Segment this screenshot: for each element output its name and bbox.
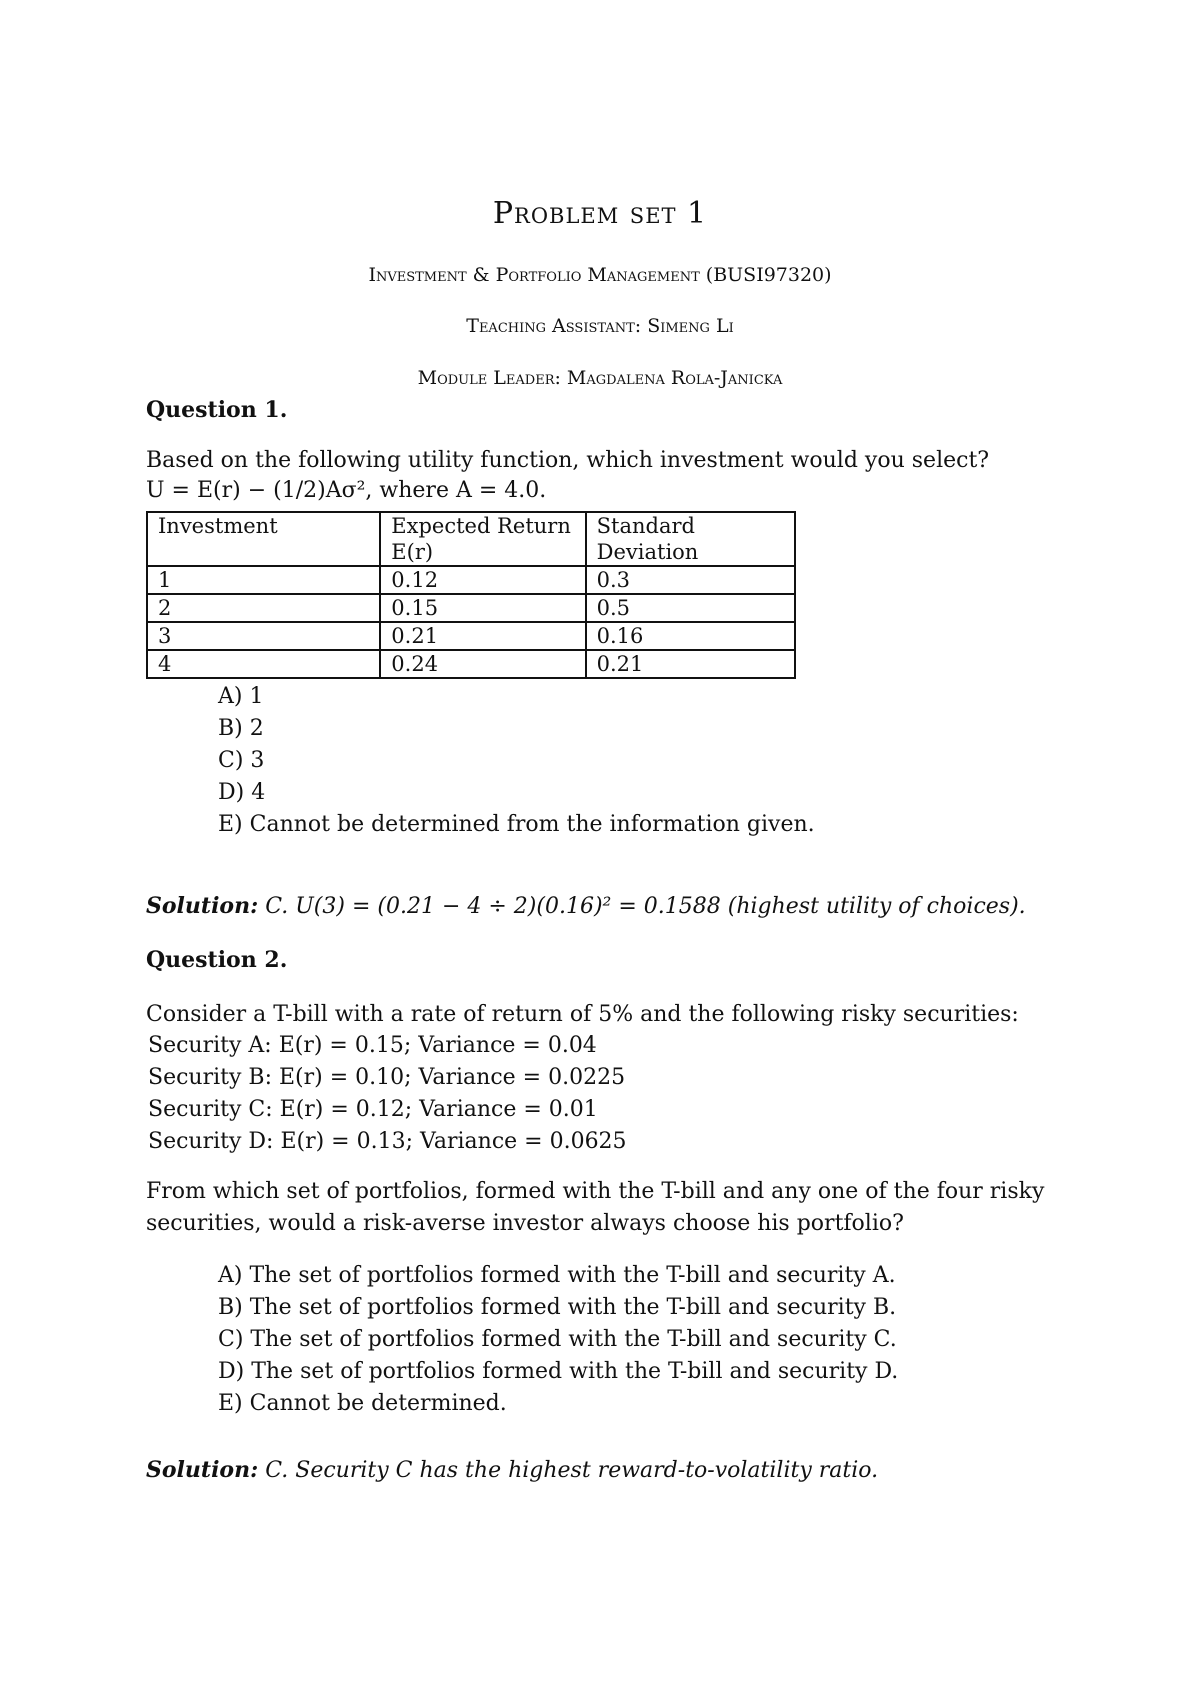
- table-cell: 3: [147, 622, 380, 650]
- choice-c: C) The set of portfolios formed with the T-bill and security C.: [218, 1327, 897, 1352]
- table-row: [147, 650, 795, 678]
- choice-d: D) The set of portfolios formed with the T-bill and security D.: [218, 1359, 899, 1384]
- choice-b: B) 2: [218, 716, 264, 741]
- security-c: Security C: E(r) = 0.12; Variance = 0.01: [148, 1097, 598, 1122]
- question-2-prompt: Consider a T-bill with a rate of return of 5% and the following risky securities:: [146, 1002, 1019, 1027]
- table-cell: 0.21: [380, 622, 585, 650]
- table-cell: 0.16: [586, 622, 795, 650]
- question-1-heading: Question 1.: [146, 397, 288, 423]
- table-cell: 0.3: [586, 566, 795, 594]
- table-cell: 0.24: [380, 650, 585, 678]
- solution-label: Solution:: [146, 1457, 259, 1483]
- choice-c: C) 3: [218, 748, 265, 773]
- table-cell: 1: [147, 566, 380, 594]
- question-1-choices: [218, 681, 815, 841]
- question-2-text-line-2: securities, would a risk-averse investor always choose his portfolio?: [146, 1211, 904, 1236]
- securities-list: [148, 1030, 627, 1158]
- table-cell: 4: [147, 650, 380, 678]
- table-row: [147, 566, 795, 594]
- solution-text: C. Security C has the highest reward-to-volatility ratio.: [265, 1458, 879, 1483]
- question-2-text-line-1: From which set of portfolios, formed with the T-bill and any one of the four risky: [146, 1179, 1045, 1204]
- question-1-solution: [146, 893, 1026, 919]
- security-b: Security B: E(r) = 0.10; Variance = 0.0225: [148, 1065, 626, 1090]
- page-title: Problem set 1: [492, 196, 708, 231]
- table-cell: 2: [147, 594, 380, 622]
- investment-table: [146, 511, 796, 679]
- choice-e: E) Cannot be determined.: [218, 1391, 507, 1416]
- question-2-heading: Question 2.: [146, 947, 288, 973]
- table-row: [147, 594, 795, 622]
- question-2-solution: [146, 1457, 878, 1483]
- utility-formula: U = E(r) − (1/2)Aσ², where A = 4.0.: [146, 478, 547, 503]
- table-header-row: [147, 512, 795, 566]
- table-cell: 0.15: [380, 594, 585, 622]
- table-cell: 0.21: [586, 650, 795, 678]
- teaching-assistant: Teaching Assistant: Simeng Li: [466, 315, 734, 337]
- question-1-prompt: Based on the following utility function, which investment would you select?: [146, 448, 990, 473]
- choice-a: A) The set of portfolios formed with the T-bill and security A.: [218, 1263, 896, 1288]
- choice-d: D) 4: [218, 780, 266, 805]
- table-header-cell: Investment: [147, 512, 380, 566]
- table-header-cell: Expected Return E(r): [380, 512, 585, 566]
- solution-label: Solution:: [146, 893, 259, 919]
- solution-text: C. U(3) = (0.21 − 4 ÷ 2)(0.16)² = 0.1588 (highest utility of choices).: [265, 894, 1026, 919]
- table-row: [147, 622, 795, 650]
- table-cell: 0.5: [586, 594, 795, 622]
- security-d: Security D: E(r) = 0.13; Variance = 0.0625: [148, 1129, 627, 1154]
- choice-e: E) Cannot be determined from the information given.: [218, 812, 815, 837]
- course-name: Investment & Portfolio Management (BUSI97320): [368, 264, 832, 286]
- question-2-choices: [218, 1260, 898, 1420]
- choice-b: B) The set of portfolios formed with the T-bill and security B.: [218, 1295, 897, 1320]
- module-leader: Module Leader: Magdalena Rola-Janicka: [417, 367, 783, 389]
- choice-a: A) 1: [218, 684, 264, 709]
- table-header-cell: Standard Deviation: [586, 512, 795, 566]
- security-a: Security A: E(r) = 0.15; Variance = 0.04: [148, 1033, 597, 1058]
- table-cell: 0.12: [380, 566, 585, 594]
